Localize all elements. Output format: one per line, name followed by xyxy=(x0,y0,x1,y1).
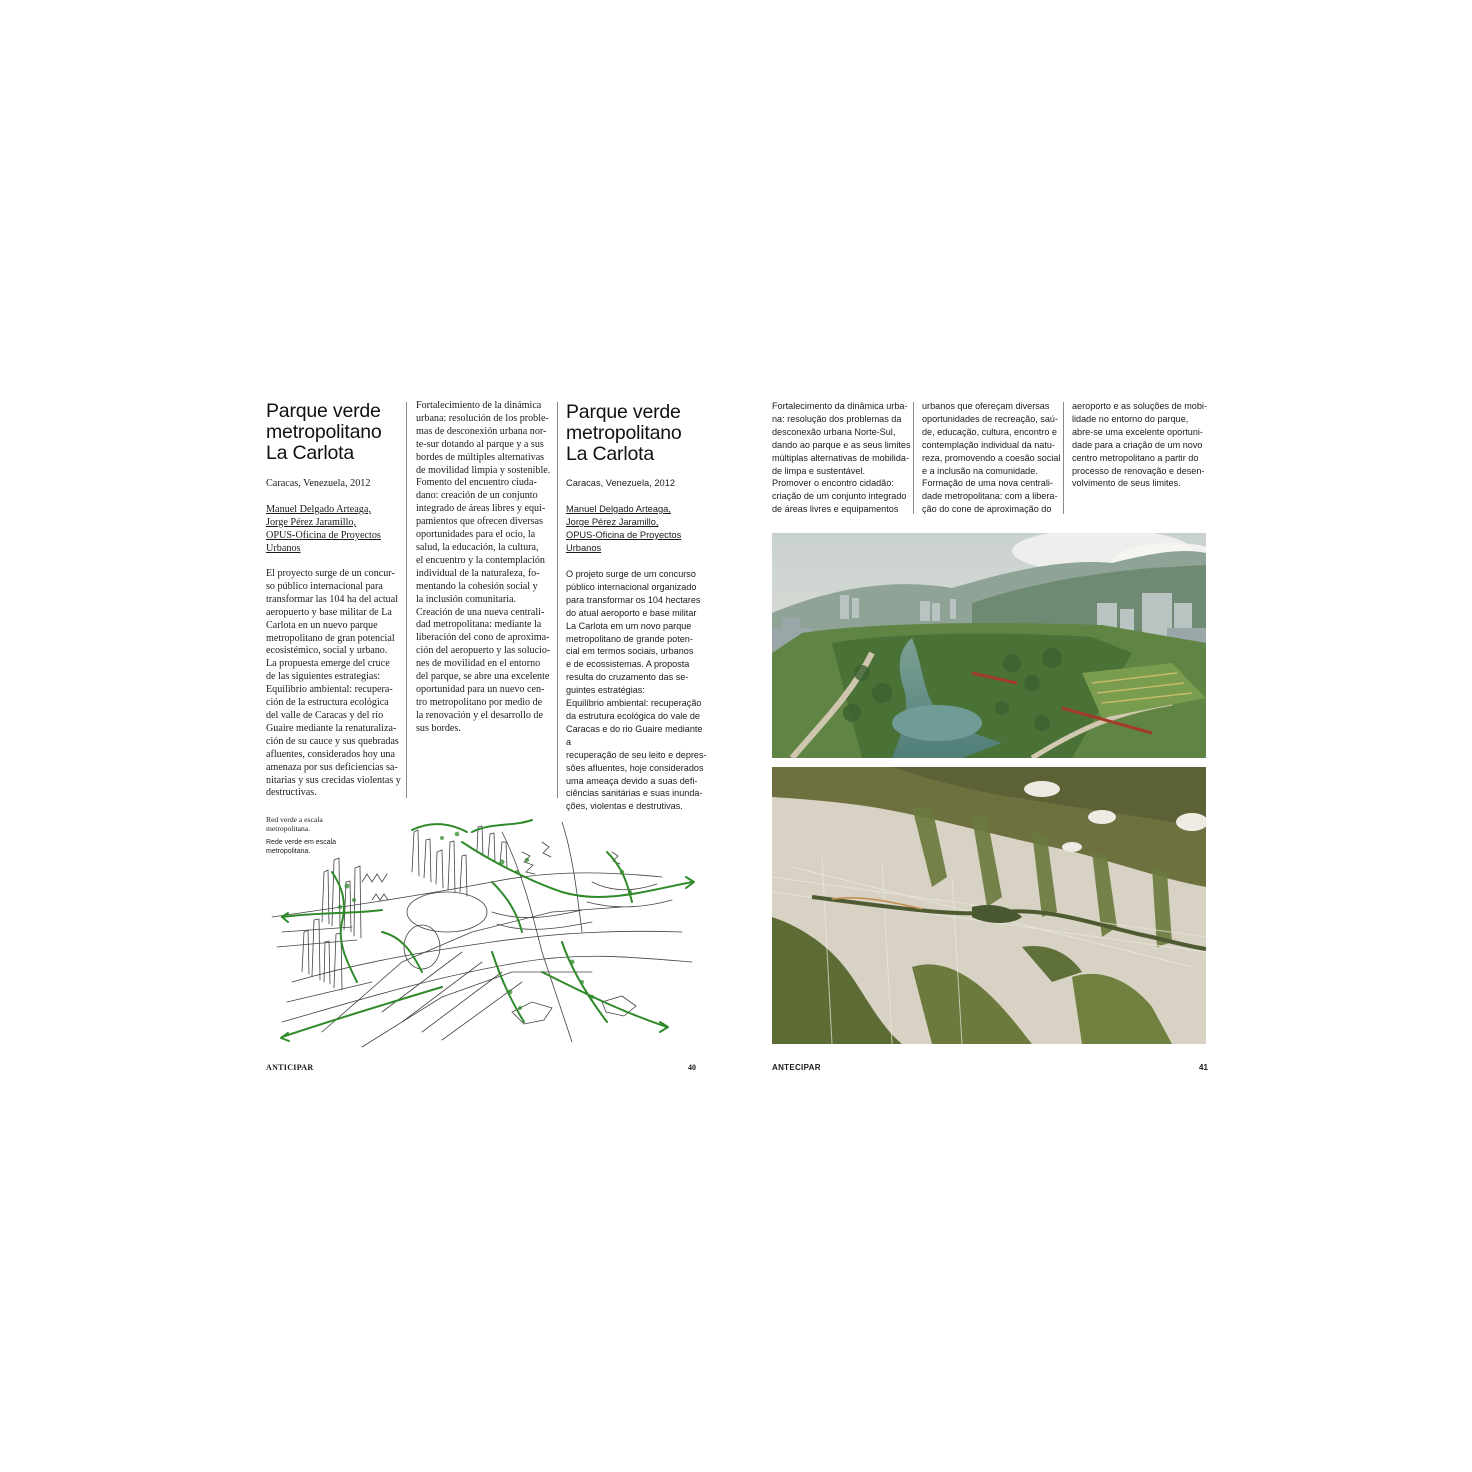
page-number: 40 xyxy=(688,1063,696,1072)
column-divider xyxy=(913,402,914,514)
metropolitan-green-network-sketch xyxy=(262,812,706,1050)
authors-es xyxy=(266,503,406,555)
park-aerial-rendering xyxy=(772,533,1206,758)
author-line: Urbanos xyxy=(266,543,301,554)
page-title-pt: Parque verde metropolitano La Carlota xyxy=(566,401,682,465)
author-line: Manuel Delgado Arteaga, xyxy=(566,504,671,514)
column-divider xyxy=(1063,402,1064,514)
author-line: OPUS-Oficina de Proyectos xyxy=(566,530,682,540)
right-page xyxy=(736,0,1472,1472)
body-column-pt: O projeto surge de um concurso público internacional organizado para transformar os 104 hectares do atual aeroporto e base militar La Carlota em um novo parque metropolitano de grande poten- cial em termos sociais, urbanos e de ecossistemas. A proposta resulta do cruzamento das se- guintes estratégias: Equilíbrio ambiental: recuperação da estrutura ecológica do vale de Caracas e do rio Guaire mediante a recuperação de seu leito e depres- sões afluentes, hoje considerados uma ameaça devido a suas defi- ciências sanitárias e suas inunda- ções, violentas e destrutivas. xyxy=(566,569,707,812)
footer-section-label: ANTICIPAR xyxy=(266,1063,314,1072)
footer-section-label: ANTECIPAR xyxy=(772,1063,821,1072)
body-column-pt-right-3: aeroporto e as soluções de mobi- lidade no entorno do parque, abre-se uma excelente oportuni- dade para a criação de um novo centro metropolitano a partir do processo de renovação e desen- volvimento de seus limites. xyxy=(1072,401,1207,489)
location-es: Caracas, Venezuela, 2012 xyxy=(266,478,371,489)
body-column-es-1: El proyecto surge de un concur- so público internacional para transformar las 104 ha del actual aeropuerto y base militar de La Carlota en un nuevo parque metropolitano de gran potencial ecosistémico, social y urbano. La propuesta emerge del cruce de las siguientes estrategias: Equilibrio ambiental: recupera- ción de la estructura ecológica del valle de Caracas y del río Guaire mediante la renaturaliza- ción de su cauce y sus quebradas afluentes, considerados hoy una amenaza por sus deficiencias sa- nitarias y sus crecidas violentas y destructivas. xyxy=(266,568,401,799)
column-divider xyxy=(406,402,407,798)
caption-es: Red verde a escala metropolitana. xyxy=(266,815,323,834)
author-line: OPUS-Oficina de Proyectos xyxy=(266,530,381,541)
location-pt: Caracas, Venezuela, 2012 xyxy=(566,478,676,488)
page-number: 41 xyxy=(1199,1063,1208,1072)
author-line: Urbanos xyxy=(566,543,602,553)
authors-pt xyxy=(566,503,706,555)
caption-pt: Rede verde em escala metropolitana. xyxy=(266,839,337,856)
author-line: Jorge Pérez Jaramillo, xyxy=(566,517,659,527)
page-title-es: Parque verde metropolitano La Carlota xyxy=(266,400,382,464)
author-line: Jorge Pérez Jaramillo, xyxy=(266,517,357,528)
column-divider xyxy=(557,402,558,798)
valley-satellite-map xyxy=(772,767,1206,1044)
body-column-pt-right-1: Fortalecimento da dinâmica urba- na: resolução dos problemas da desconexão urbana Norte-Sul, dando ao parque e as seus limites múltiplas alternativas de mobilida- de limpa e sustentável. Promover o encontro cidadão: criação de um conjunto integrado de áreas livres e equipamentos xyxy=(772,401,911,515)
author-line: Manuel Delgado Arteaga, xyxy=(266,504,371,515)
body-column-es-2: Fortalecimiento de la dinámica urbana: resolución de los proble- mas de desconexión urbana nor- te-sur dotando al parque y a sus bordes de múltiples alternativas de movilidad limpia y sostenible. Fomento del encuentro ciuda- dano: creación de un conjunto integrado de áreas libres y equi- pamientos que ofrecen diversas oportunidades para el ocio, la salud, la educación, la cultura, el encuentro y la contemplación individual de la naturaleza, fo- mentando la cohesión social y la inclusión comunitaria. Creación de una nueva centrali- dad metropolitana: mediante la liberación del cono de aproxima- ción del aeropuerto y las solucio- nes de movilidad en el entorno del parque, se abre una excelente oportunidad para un nuevo cen- tro metropolitano por medio de la renovación y el desarrollo de sus bordes. xyxy=(416,400,551,734)
body-column-pt-right-2: urbanos que ofereçam diversas oportunidades de recreação, saú- de, educação, cultura, encontro e contemplação individual da natu- reza, promovendo a coesão social e a inclusão na comunidade. Formação de uma nova centrali- dade metropolitana: com a libera- ção do cone de aproximação do xyxy=(922,401,1061,515)
